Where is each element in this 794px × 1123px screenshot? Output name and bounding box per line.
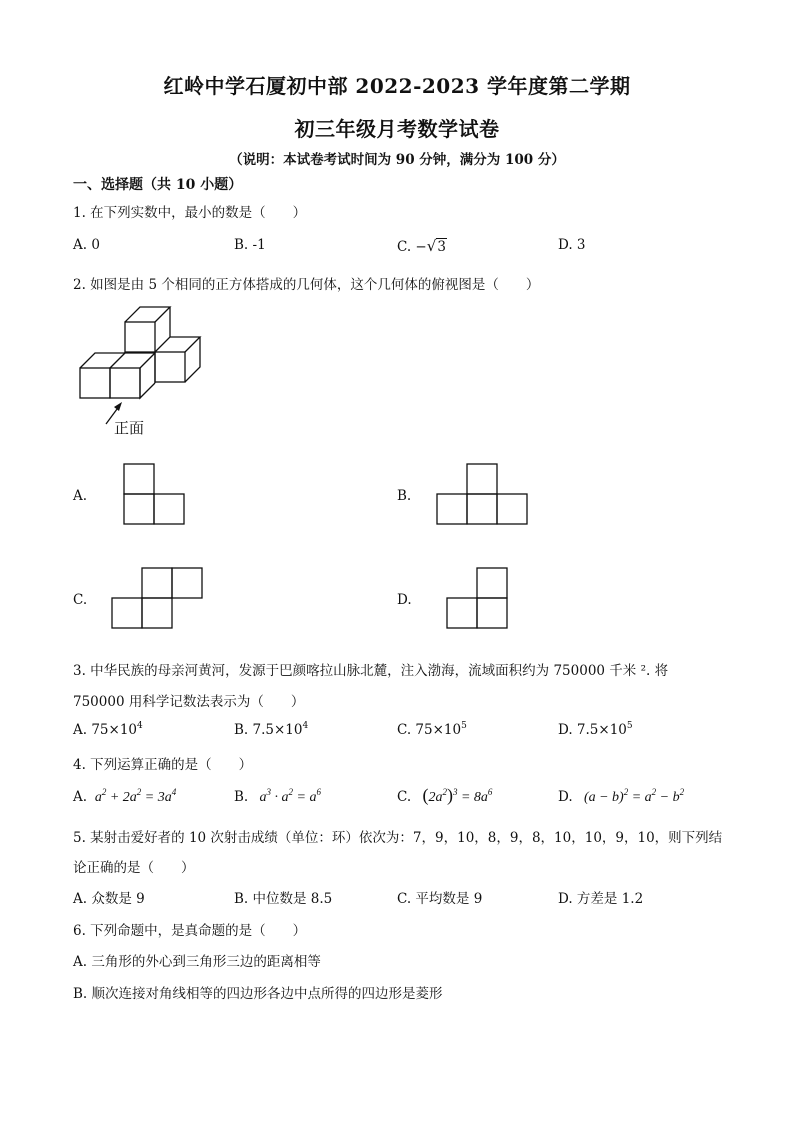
q3-option-b	[234, 721, 308, 738]
q3-option-d-exp: 5	[626, 721, 633, 731]
q3-option-a-exp: 4	[137, 721, 143, 731]
question-6-stem: 6. 下列命题中，是真命题的是（ ）	[73, 923, 307, 939]
question-5-stem-line1: 5. 某射击爱好者的 10 次射击成绩（单位：环）依次为：7，9，10，8，9，8，10，10，9，10，则下列结	[73, 830, 723, 846]
q2-option-b: B.	[397, 488, 412, 504]
q3-option-a	[73, 721, 143, 738]
q4-option-c-label: C.	[397, 789, 412, 805]
question-3-stem-line2: 750000 用科学记数法表示为（ ）	[73, 694, 305, 710]
q4-option-d-label: D.	[558, 789, 573, 805]
q3-option-c-exp: 5	[461, 721, 467, 731]
q2-option-a: A.	[73, 488, 88, 504]
question-4-stem: 4. 下列运算正确的是（ ）	[73, 757, 253, 773]
question-1-stem: 1. 在下列实数中，最小的数是（ ）	[73, 205, 307, 221]
q1-option-c-prefix: C. −	[397, 239, 427, 255]
q4-option-b: B. $a^3 \cdot a^2 = a^6$	[234, 787, 321, 805]
q4-option-c: C. $(2a^2)^3 = 8a^6$	[397, 785, 493, 805]
q1-option-c-radicand: 3	[437, 239, 446, 255]
q3-option-a-base: A. 75×10	[73, 722, 137, 738]
section-heading: 一、选择题（共 10 小题）	[73, 177, 243, 193]
q6-option-b: B. 顺次连接对角线相等的四边形各边中点所得的四边形是菱形	[73, 986, 443, 1002]
q4-option-d: D. $(a - b)^2 = a^2 - b^2$	[558, 787, 685, 805]
front-label: 正面	[114, 419, 145, 437]
q1-option-a: A. 0	[73, 237, 100, 253]
q3-option-b-exp: 4	[302, 721, 309, 731]
q3-option-d	[558, 721, 633, 738]
q4-option-a-label: A.	[73, 789, 88, 805]
question-2-stem: 2. 如图是由 5 个相同的正方体搭成的几何体，这个几何体的俯视图是（ ）	[73, 277, 540, 293]
q1-option-c: C. −√3	[397, 237, 446, 255]
q3-option-c-base: C. 75×10	[397, 722, 462, 738]
exam-title: 红岭中学石厦初中部 2022-2023 学年度第二学期	[163, 74, 631, 98]
q3-option-c	[397, 721, 467, 738]
q4-option-a: A. $a^2 + 2a^2 = 3a^4$	[73, 787, 177, 805]
exam-subtitle: 初三年级月考数学试卷	[294, 117, 500, 141]
q5-option-d: D. 方差是 1.2	[558, 891, 644, 907]
q1-option-d: D. 3	[558, 237, 586, 253]
question-3-stem-line1: 3. 中华民族的母亲河黄河，发源于巴颜喀拉山脉北麓，注入渤海，流域面积约为 750000 千米 ². 将	[73, 663, 669, 679]
question-5-stem-line2: 论正确的是（ ）	[73, 860, 195, 876]
exam-note: （说明：本试卷考试时间为 90 分钟，满分为 100 分）	[229, 152, 565, 168]
q6-option-a: A. 三角形的外心到三角形三边的距离相等	[73, 954, 321, 970]
q5-option-c: C. 平均数是 9	[397, 891, 483, 907]
q3-option-d-base: D. 7.5×10	[558, 722, 627, 738]
q5-option-a: A. 众数是 9	[73, 891, 145, 907]
q2-option-c: C.	[73, 592, 88, 608]
q1-option-b: B. -1	[234, 237, 266, 253]
q5-option-b: B. 中位数是 8.5	[234, 891, 333, 907]
q4-option-b-label: B.	[234, 789, 249, 805]
q3-option-b-base: B. 7.5×10	[234, 722, 303, 738]
q2-option-d: D.	[397, 592, 412, 608]
